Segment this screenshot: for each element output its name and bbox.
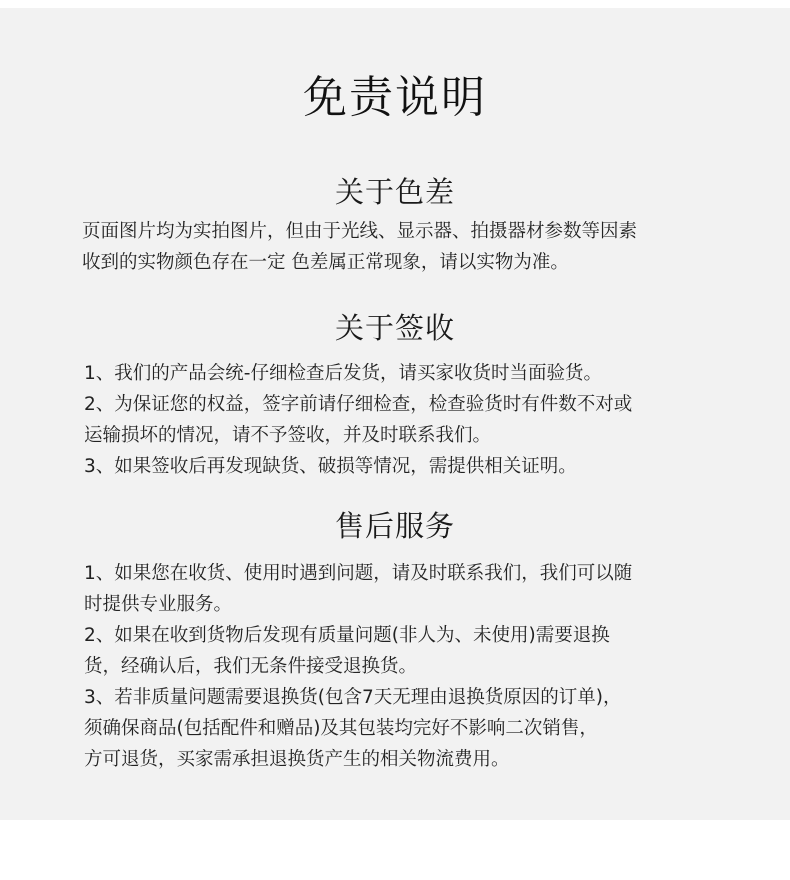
list-item <box>84 558 734 620</box>
list-item-text: 2、如果在收到货物后发现有质量问题(非人为、未使用)需要退换 <box>84 625 610 646</box>
list-item-text: 2、为保证您的权益，签字前请仔细检查，检查验货时有件数不对或 <box>84 394 633 415</box>
section-heading-receipt: 关于签收 <box>334 311 455 345</box>
after-sales-list <box>84 558 734 775</box>
list-item <box>84 451 734 482</box>
list-item-text: 运输损坏的情况，请不予签收，并及时联系我们。 <box>84 425 492 446</box>
list-item-text: 时提供专业服务。 <box>84 594 233 615</box>
section-heading-after-sales: 售后服务 <box>334 509 455 543</box>
list-item <box>84 358 734 389</box>
list-item <box>84 389 734 451</box>
paragraph-line: 收到的实物颜色存在一定 色差属正常现象，请以实物为准。 <box>82 252 569 273</box>
list-item-text: 货，经确认后，我们无条件接受退换货。 <box>84 656 418 677</box>
page-title: 免责说明 <box>303 72 487 123</box>
list-item-text: 3、如果签收后再发现缺货、破损等情况，需提供相关证明。 <box>84 456 577 477</box>
paragraph-line: 页面图片均为实拍图片，但由于光线、显示器、拍摄器材参数等因素 <box>82 221 638 242</box>
color-difference-paragraph <box>82 216 722 278</box>
list-item <box>84 682 734 775</box>
list-item-text: 3、若非质量问题需要退换货(包含7天无理由退换货原因的订单)， <box>84 687 622 708</box>
list-item-text: 1、如果您在收货、使用时遇到问题，请及时联系我们，我们可以随 <box>84 563 633 584</box>
list-item <box>84 620 734 682</box>
receipt-list <box>84 358 734 482</box>
list-item-text: 须确保商品(包括配件和赠品)及其包装均完好不影响二次销售， <box>84 718 598 739</box>
list-item-text: 1、我们的产品会统-仔细检查后发货，请买家收货时当面验货。 <box>84 363 602 384</box>
section-heading-color-difference: 关于色差 <box>334 175 455 209</box>
disclaimer-panel <box>0 8 790 820</box>
list-item-text: 方可退货，买家需承担退换货产生的相关物流费用。 <box>84 749 510 770</box>
